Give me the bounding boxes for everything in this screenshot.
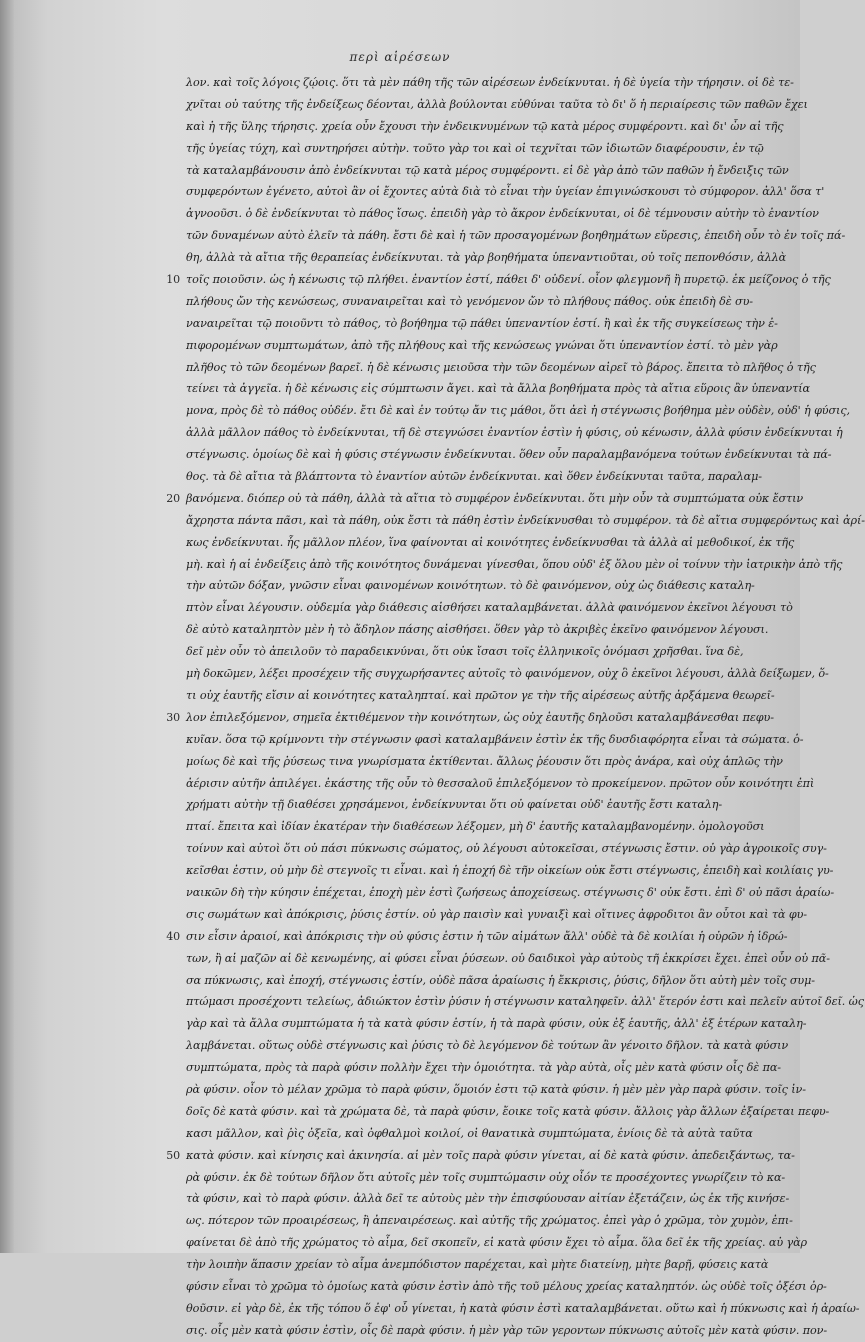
text-line (166, 488, 804, 510)
text-line (186, 94, 808, 116)
line-text: μοίως δὲ καὶ τῆς ῥύσεως τινα γνωρίσματα ἐκτίθενται. ἄλλως ῥέουσιν ὅτι πρὸς ἀνάρα, καὶ οὐχ ἁπλῶς τὴν (186, 754, 783, 768)
text-line (186, 1101, 830, 1123)
line-text: τὴν αὐτῶν δόξαν, γνῶσιν εἶναι φαινομένων κοινότητων. τὸ δὲ φαινόμενον, οὐχ ὡς διάθεσις καταλη- (186, 579, 755, 593)
line-text: κεῖσθαι ἐστιν, οὐ μὴν δὲ στεγνοῖς τι εἶναι. καὶ ἡ ἐποχή δὲ τῆν οἰκείων οὐκ ἔστι στέγνωσις, ἐπειδὴ καὶ κοιλίαις γυ- (186, 864, 834, 878)
line-text: χνῖται οὐ ταύτης τῆς ἐνδείξεως δέονται, ἀλλὰ βούλονται εὐθύναι ταῦτα τὸ δι' ὅ ἡ περιαίρεσις τῶν παθῶν ἔχει (186, 97, 808, 111)
text-line (186, 181, 825, 203)
text-line (186, 838, 827, 860)
text-line (186, 1188, 790, 1210)
text-line (166, 707, 774, 729)
line-text: λον ἐπιλεξόμενον, σημεῖα ἐκτιθέμενον τὴν κοινότητων, ὡς οὐχ ἑαυτῆς δηλοῦσι καταλαμβάνεσθαι πεφυ- (186, 710, 774, 724)
text-line (186, 422, 843, 444)
text-line (186, 816, 766, 838)
text-line (186, 1079, 806, 1101)
text-line (166, 269, 831, 291)
line-text: συμπτώματα, πρὸς τὰ παρὰ φύσιν πολλὴν ἔχει τὴν ὁμοιότητα. τὰ γὰρ αὐτὰ, οἷς μὲν κατὰ φύσιν οἷς δὲ πα- (186, 1061, 781, 1075)
text-line (186, 882, 834, 904)
text-line (186, 72, 794, 94)
line-text: πλῆθος τὸ τῶν δεομένων βαρεῖ. ἡ δὲ κένωσις μειοῦσα τὴν τῶν δεομένων αἰρεῖ τὸ βάρος. ἔπειτα τὸ πλῆθος ὁ τῆς (186, 360, 816, 374)
line-text: σις σωμάτων καὶ ἀπόκρισις, ῥύσις ἐστίν. οὐ γὰρ παισὶν καὶ γυναιξὶ καὶ οἴτινες ἀφροδιτοι ἂν οὗτοι καὶ τὰ φυ- (186, 907, 807, 921)
line-text: τὰ φύσιν, καὶ τὸ παρὰ φύσιν. ἀλλὰ δεῖ τε αὐτοὺς μὲν τὴν ἐπισφύουσαν αἰτίαν ἐξετάζειν, ὡς ἐκ τῆς κινήσε- (186, 1192, 790, 1206)
line-text: σα πύκνωσις, καὶ ἐποχή, στέγνωσις ἐστίν, οὐδὲ πᾶσα ἀραίωσις ἡ ἔκκρισις, ῥύσις, δῆλον ὅτι αὐτὴ μὲν τοῖς συμ- (186, 973, 815, 987)
text-line (186, 203, 819, 225)
text-line (186, 970, 815, 992)
line-text: πτὸν εἶναι λέγουσιν. οὐδεμία γὰρ διάθεσις αἰσθήσει καταλαμβάνεται. ἀλλὰ φαινόμενον ἐκεῖνοι λέγουσι τὸ (186, 601, 793, 615)
text-line (186, 116, 784, 138)
text-line (186, 904, 807, 926)
text-line (186, 1035, 789, 1057)
line-text: πλήθους ὤν τὴς κενώσεως, συναναιρεῖται καὶ τὸ γενόμενον ὤν τὸ πλήθους πάθος. οὐκ ἐπειδὴ δὲ συ- (186, 294, 753, 308)
text-line (186, 1276, 827, 1298)
text-line (186, 948, 830, 970)
text-line (166, 1145, 795, 1167)
text-line (186, 751, 783, 773)
line-text: ρὰ φύσιν. ἐκ δὲ τούτων δῆλον ὅτι αὐτοῖς μὲν τοῖς συμπτώμασιν οὐχ οἷόν τε προσέχοντες γνωρίζειν τὸ κα- (186, 1170, 786, 1184)
text-line (186, 554, 843, 576)
line-number: 50 (166, 1148, 180, 1162)
text-line (186, 532, 795, 554)
line-text: πταί. ἔπειτα καὶ ἰδίαν ἑκατέραν τὴν διαθέσεων λέξομεν, μὴ δ' ἑαυτῆς καταλαμβανομένην. ὁμολογοῦσι (186, 820, 765, 834)
text-line (186, 357, 816, 379)
text-line (186, 1298, 860, 1320)
line-text: δοῖς δὲ κατὰ φύσιν. καὶ τὰ χρώματα δὲ, τὰ παρὰ φύσιν, ἔοικε τοῖς κατὰ φύσιν. ἄλλοις γὰρ ἄλλων ἐξαίρεται πεφυ- (186, 1104, 830, 1118)
line-number: 40 (166, 929, 180, 943)
line-text: πιφορομένων συμπτωμάτων, ἀπὸ τῆς πλήθους καὶ τῆς κενώσεως γνώναι ὅτι ὑπεναντίον ἐστί. τὸ μὲν γὰρ (186, 338, 778, 352)
text-line (186, 597, 793, 619)
text-line (186, 1210, 793, 1232)
line-text: ως. πότερον τῶν προαιρέσεως, ἢ ἀπεναιρέσεως. καὶ αὐτῆς τῆς χρώματος. ἐπεὶ γὰρ ὁ χρῶμα, τὸν χυμὸν, ἐπι- (186, 1214, 793, 1228)
text-line (186, 794, 766, 816)
line-text: τοῖς ποιοῦσιν. ὡς ἡ κένωσις τῷ πλήθει. ἐναντίον ἐστί, πάθει δ' οὐδενί. οἷον φλεγμονῆ ἢ πυρετῷ. ἐκ μείζονος ὁ τῆς (186, 273, 831, 287)
text-line (186, 335, 778, 357)
line-text: μὴ. καὶ ἡ αἱ ἐνδείξεις ἀπὸ τῆς κοινότητος δυνάμεναι γίνεσθαι, ὅπου οὐδ' ἐξ ὅλου μὲν οἱ τοίνυν τὴν ἰατρικὴν ἀπὸ τῆς (186, 557, 843, 571)
line-text: τῆς ὑγείας τύχη, καὶ συντηρήσει αὐτὴν. τοῦτο γὰρ τοι καὶ οἱ τεχνῖται τῶν ἰδιωτῶν διαφέρουσιν, ἐν τῷ (186, 141, 764, 155)
line-text: θη, ἀλλὰ τὰ αἴτια τῆς θεραπείας ἐνδείκνυται. τὰ γὰρ βοηθήματα ὑπεναντιοῦται, οὐ τοῖς πεπονθόσιν, ἀλλὰ (186, 251, 787, 265)
text-line (186, 1167, 786, 1189)
line-text: στέγνωσις. ὁμοίως δὲ καὶ ἡ φύσις στέγνωσιν ἐνδείκνυται. ὅθεν οὖν παραλαμβανόμενα τούτων ἐνδείκνυται τὰ πά- (186, 448, 832, 462)
line-text: τείνει τὰ ἀγγεῖα. ἡ δὲ κένωσις εἰς σύμπτωσιν ἄγει. καὶ τὰ ἄλλα βοηθήματα πρὸς τὰ αἴτια εὕροις ἂν ὑπεναντία (186, 382, 810, 396)
line-text: ναικῶν δὴ τὴν κύησιν ἐπέχεται, ἐποχὴ μὲν ἐστὶ ζωήσεως ἀποχείσεως. στέγνωσις δ' οὐκ ἔστι. ἐπὶ δ' οὐ πᾶσι ἀραίω- (186, 885, 834, 899)
text-line (186, 1232, 808, 1254)
text-line (186, 138, 766, 160)
line-text: χρήματι αὐτὴν τῇ διαθέσει χρησάμενοι, ἐνδείκνυνται ὅτι οὐ φαίνεται οὐδ' ἑαυτῆς ἔστι καταλη- (186, 798, 723, 812)
line-text: κυῖαν. ὅσα τῷ κρίμνοντι τὴν στέγνωσιν φασὶ καταλαμβάνειν ἐστὶν ἐκ τῆς δυσδιαφόρητα εἶναι τὰ σώματα. ὁ- (186, 732, 804, 746)
line-text: σιν εἶσιν ἀραιοί, καὶ ἀπόκρισις τὴν οὐ φύσις ἐστιν ἡ τῶν αἱμάτων ἄλλ' οὐδὲ τὰ δὲ κοιλίαι ἡ οὐρῶν ἡ ἱδρώ- (186, 929, 788, 943)
text-line (186, 729, 804, 751)
text-line (186, 685, 775, 707)
text-line (186, 247, 787, 269)
line-text: ρὰ φύσιν. οἷον τὸ μέλαν χρῶμα τὸ παρὰ φύσιν, ὅμοιόν ἐστι τῷ κατὰ φύσιν. ἡ μὲν μὲν γὰρ παρὰ φύσιν. τοῖς ἰν- (186, 1082, 806, 1096)
line-text: θος. τὰ δὲ αἴτια τὰ βλάπτοντα τὸ ἐναντίον αὐτῶν ἐνδείκνυται. καὶ ὅθεν ἐνδείκνυται ταῦτα, παραλαμ- (186, 470, 762, 484)
text-line (186, 1013, 807, 1035)
line-text: φύσιν εἶναι τὸ χρῶμα τὸ ὁμοίως κατὰ φύσιν ἐστὶν ἀπὸ τῆς τοῦ μέλους χρείας καταληπτόν. ὡς οὐδὲ τοῖς ὀξέσι ὀρ- (186, 1279, 827, 1293)
text-line (186, 400, 850, 422)
line-number: 10 (166, 273, 180, 287)
text-line (186, 1320, 828, 1342)
text-line (186, 575, 766, 597)
line-text: κατὰ φύσιν. καὶ κίνησις καὶ ἀκινησία. αἱ μὲν τοῖς παρὰ φύσιν γίνεται, αἱ δὲ κατὰ φύσιν. ἀπεδειξάντως, τα- (186, 1148, 795, 1162)
line-text: μὴ δοκῶμεν, λέξει προσέχειν τῆς συγχωρήσαντες αὐτοῖς τὸ φαινόμενον, οὐχ ὃ ἐκεῖνοι λέγουσι, ἀλλὰ δείξωμεν, ὅ- (186, 667, 829, 681)
text-line (186, 1123, 766, 1145)
text-line (186, 1057, 781, 1079)
line-text: γὰρ καὶ τὰ ἄλλα συμπτώματα ἡ τὰ κατὰ φύσιν ἐστίν, ἡ τὰ παρὰ φύσιν, οὐκ ἐξ ἑαυτῆς, ἀλλ' ἐξ ἑτέρων καταλη- (186, 1017, 807, 1031)
line-text: τοίνυν καὶ αὐτοὶ ὅτι οὐ πάσι πύκνωσις σώματος, οὐ λέγουσι αὐτοκεῖσαι, στέγνωσις ἔστιν. οὐ γὰρ ἀγροικοῖς συγ- (186, 842, 827, 856)
line-text: τῶν δυναμένων αὐτὸ ἐλεῖν τὰ πάθη. ἔστι δὲ καὶ ἡ τῶν προσαγομένων βοηθημάτων εὕρεσις, ἐπειδὴ οὖν τὸ ἐν τοῖς πά- (186, 229, 846, 243)
line-text: ἀγνοοῦσι. ὁ δὲ ἐνδείκνυται τὸ πάθος ἴσως. ἐπειδὴ γὰρ τὸ ἄκρον ἐνδείκνυται, οἱ δὲ τέμνουσιν αὐτὴν τὸ ἐναντίον (186, 207, 819, 221)
text-line (166, 926, 788, 948)
line-number: 20 (166, 491, 180, 505)
text-line (186, 773, 815, 795)
line-text: δὲ αὐτὸ καταληπτὸν μὲν ἡ τὸ ἄδηλον πάσης αἰσθήσει. ὅθεν γὰρ τὸ ἀκριβὲς ἐκεῖνο φαινόμενον λέγουσι. (186, 623, 769, 637)
text-line (186, 663, 829, 685)
text-line (186, 291, 766, 313)
line-text: καὶ ἡ τῆς ὕλης τήρησις. χρεία οὖν ἔχουσι τὴν ἐνδεικνυμένων τῷ κατὰ μέρος συμφέροντι. καὶ δι' ὧν αἱ τῆς (186, 119, 784, 133)
line-text: φαίνεται δὲ ἀπὸ τῆς χρώματος τὸ αἷμα, δεῖ σκοπεῖν, εἰ κατὰ φύσιν ἔχει τὸ αἷμα. ὅλα δεῖ ἐκ τῆς χρείας. αὐ γὰρ (186, 1236, 808, 1250)
line-text: τι οὐχ ἑαυτῆς εἴσιν αἱ κοινότητες καταληπταί. καὶ πρῶτον γε τὴν τῆς αἱρέσεως αὐτῆς ἀρξάμενα θεωρεῖ- (186, 688, 775, 702)
text-line (186, 225, 846, 247)
running-head: περὶ αἱρέσεων (349, 50, 451, 64)
line-text: λαμβάνεται. οὕτως οὐδὲ στέγνωσις καὶ ῥύσις τὸ δὲ λεγόμενον δὲ τούτων ἂν γένοιτο δῆλον. τὰ κατὰ φύσιν (186, 1039, 789, 1053)
line-text: ναναιρεῖται τῷ ποιοῦντι τὸ πάθος, τὸ βοήθημα τῷ πάθει ὑπεναντίον ἐστί. ἢ καὶ ἐκ τῆς συγκείσεως τὴν ἐ- (186, 316, 778, 330)
text-line (186, 619, 769, 641)
line-text: θοῦσιν. εἰ γὰρ δὲ, ἐκ τῆς τόπου ὅ ἐφ' οὗ γίνεται, ἡ κατὰ φύσιν ἐστὶ καταλαμβάνεται. οὕτω καὶ ἡ πύκνωσις καὶ ἡ ἀραίω- (186, 1301, 860, 1315)
text-line (186, 641, 766, 663)
text-line (186, 160, 789, 182)
line-text: συμφερόντων ἐγένετο, αὐτοὶ ἂν οἱ ἔχοντες αὐτὰ διὰ τὸ εἶναι τὴν ὑγείαν ἐπιγινώσκουσι τὸ σύμφορον. ἀλλ' ὅσα τ' (186, 185, 825, 199)
line-text: κως ἐνδείκνυται. ἧς μᾶλλον πλέον, ἵνα φαίνονται αἱ κοινότητες ἐνδείκνυσθαι τὰ ἀλλὰ αἱ μεθοδικοί, ἐκ τῆς (186, 535, 795, 549)
line-text: τὴν λοιπὴν ἅπασιν χρείαν τὸ αἷμα ἀνεμπόδιστον παρέχεται, καὶ μὴτε διατείνῃ, μὴτε βαρῇ, φύσεις κατὰ (186, 1258, 769, 1272)
line-text: μονα, πρὸς δὲ τὸ πάθος οὐδέν. ἔτι δὲ καὶ ἐν τούτῳ ἄν τις μάθοι, ὅτι ἀεὶ ἡ στέγνωσις βοήθημα μὲν οὐδὲν, οὐδ' ἡ φύσις, (186, 404, 850, 418)
greek-text-block (166, 72, 865, 1337)
text-line (186, 466, 766, 488)
line-text: ἀέρισιν αὐτῆν ἀπιλέγει. ἐκάστης τῆς οὖν τὸ θεσσαλοῦ ἐπιλεξόμενον τὸ προκείμενον. πρῶτον οὖν κοινότητι ἐπὶ (186, 776, 815, 790)
text-line (186, 378, 810, 400)
line-text: βανόμενα. διόπερ οὐ τὰ πάθη, ἀλλὰ τὰ αἴτια τὸ συμφέρον ἐνδείκνυται. ὅτι μὴν οὖν τὰ συμπτώματα οὐκ ἔστιν (186, 491, 804, 505)
line-text: δεῖ μὲν οὖν τὸ ἀπειλοῦν τὸ παραδεικνύναι, ὅτι οὐκ ἴσασι τοῖς ἑλληνικοῖς ὀνόμασι χρῆσθαι. ἵνα δὲ, (186, 645, 744, 659)
line-text: λον. καὶ τοῖς λόγοις ζῴοις. ὅτι τὰ μὲν πάθη τῆς τῶν αἱρέσεων ἐνδείκνυται. ἡ δὲ ὑγεία τὴν τήρησιν. οἱ δὲ τε- (186, 76, 794, 89)
text-line (186, 860, 834, 882)
line-text: των, ἢ αἱ μαζῶν αἱ δὲ κενωμένης, αἱ φύσει εἶναι ῥύσεων. οὐ δαιδικοὶ γὰρ αὐτοὺς τῆ ἐκκρίσει ἔχει. ἐπεὶ οὖν οὐ πᾶ- (186, 951, 830, 965)
line-text: ἀλλὰ μᾶλλον πάθος τὸ ἐνδείκνυται, τῆ δὲ στεγνώσει ἐναντίον ἐστὶν ἡ φύσις, οὐ κένωσιν, ἀλλὰ φύσιν ἐνδείκνυται ἡ (186, 426, 843, 440)
line-number: 30 (166, 710, 180, 724)
line-text: ἄχρηστα πάντα πᾶσι, καὶ τὰ πάθη, οὐκ ἔστι τὰ πάθη ἐστὶν ἐνδείκνυσθαι τὸ συμφέρον. τὰ δὲ αἴτια συμφερόντως καὶ ἀρί- (186, 513, 865, 527)
text-line (186, 991, 864, 1013)
line-text: πτώμασι προσέχοντι τελείως, ἀδιώκτον ἐστὶν ῥύσιν ἡ στέγνωσιν καταληφεῖν. ἀλλ' ἕτερόν ἐστι καὶ πελεῖν αὐτοῖ δεῖ. ὡς (186, 995, 864, 1009)
text-line (186, 444, 832, 466)
line-text: σις. οἷς μὲν κατὰ φύσιν ἐστὶν, οἷς δὲ παρὰ φύσιν. ἡ μὲν γὰρ τῶν γεροντων πύκνωσις αὐτοῖς μὲν κατὰ φύσιν. πον- (186, 1323, 828, 1337)
line-text: κασι μᾶλλον, καὶ ῥὶς ὀξεῖα, καὶ ὀφθαλμοὶ κοιλοί, οἱ θανατικὰ συμπτώματα, ἐνίοις δὲ τὰ αὐτὰ ταῦτα (186, 1126, 753, 1140)
text-line (186, 1254, 769, 1276)
line-text: τὰ καταλαμβάνουσιν ἀπὸ ἐνδείκνυται τῷ κατὰ μέρος συμφέροντι. εἰ δὲ γὰρ ἀπὸ τῶν παθῶν ἡ ἔνδειξις τῶν (186, 163, 789, 177)
text-line (186, 510, 865, 532)
text-line (186, 313, 778, 335)
